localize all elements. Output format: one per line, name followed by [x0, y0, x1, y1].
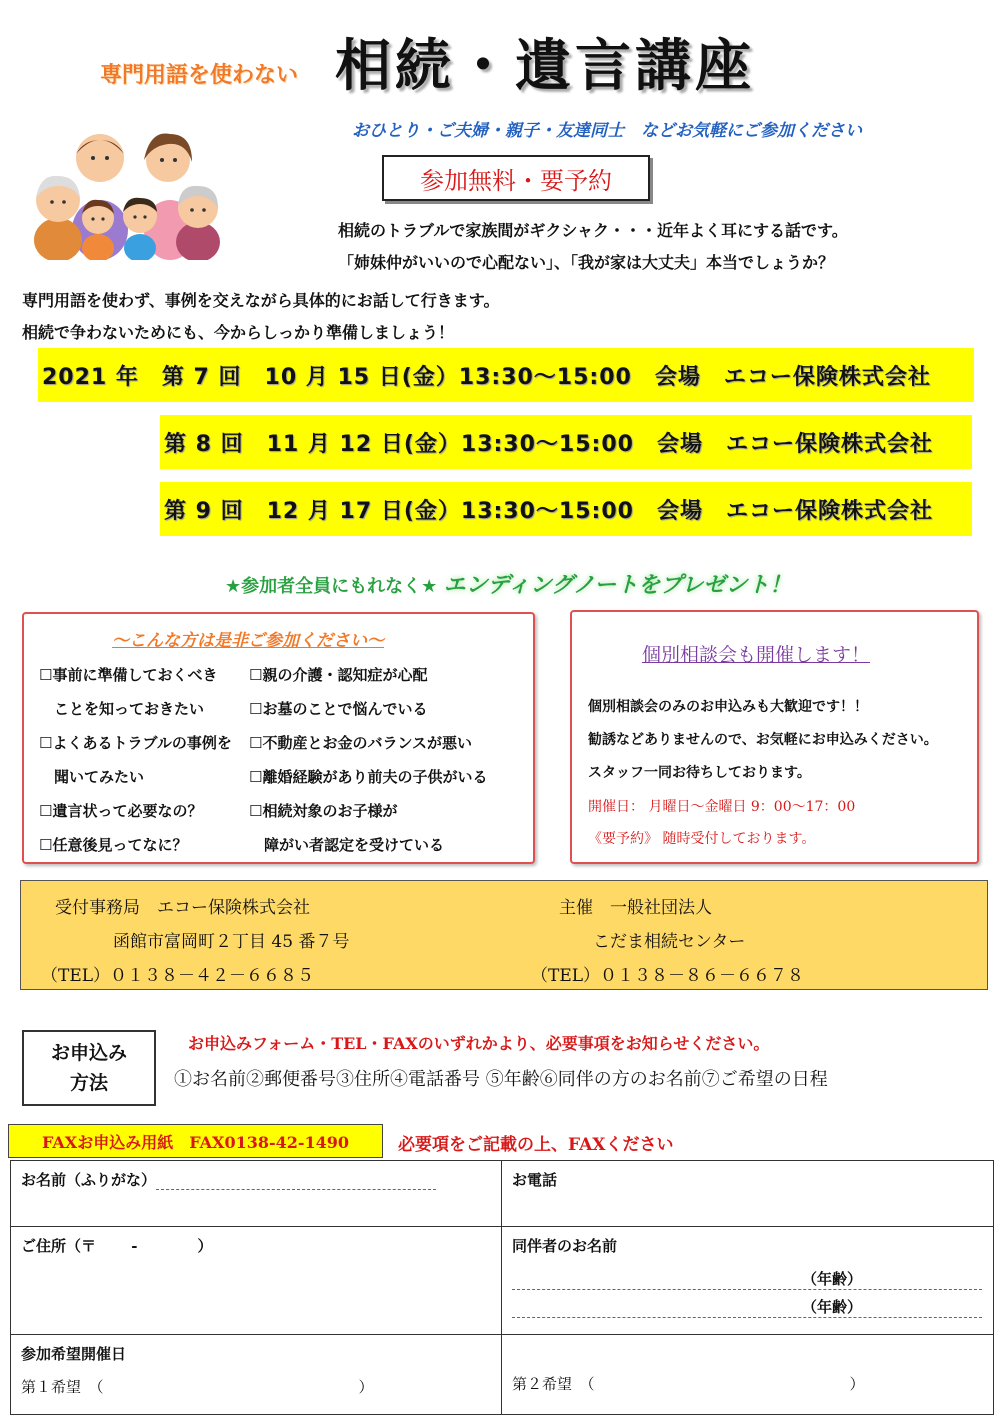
- companion-label: 同伴者のお名前: [512, 1237, 618, 1255]
- intro-line-4: 相続で争わないためにも、今からしっかり準備しましょう！: [22, 323, 455, 342]
- check-item: ことを知っておきたい: [39, 700, 205, 718]
- check-item: ☐事前に準備しておくべき: [39, 666, 218, 684]
- gift-banner: [225, 568, 791, 599]
- apply-required-items: ①お名前②郵便番号③住所④電話番号 ⑤年齢⑥同伴の方のお名前⑦ご希望の日程: [174, 1069, 828, 1090]
- intro-line-2: 「姉妹仲がいいので心配ない」、「我が家は大丈夫」本当でしょうか？: [338, 253, 835, 272]
- check-item: ☐相続対象のお子様が: [249, 802, 398, 820]
- gift-prefix: ★参加者全員にもれなく★: [225, 576, 438, 597]
- name-field[interactable]: [11, 1161, 502, 1227]
- gift-present: エンディングノートをプレゼント！: [443, 573, 792, 598]
- consult-title: 個別相談会も開催します！: [642, 644, 871, 666]
- target-list-title: ～こんな方は是非ご参加ください～: [112, 631, 384, 651]
- first-choice: 第１希望 （ ）: [21, 1378, 374, 1396]
- host-tel: （TEL）０１３８－８６－６６７８: [531, 966, 805, 986]
- fax-note: 必要項をご記載の上、FAXください: [398, 1135, 674, 1155]
- office-tel: （TEL）０１３８－４２－６６８５: [41, 966, 315, 986]
- schedule-text: 第 8 回 11 月 12 日(金）13:30～15:00 会場 エコー保険株式会社: [164, 431, 933, 457]
- consult-reserve: 《要予約》 随時受付しております。: [588, 831, 816, 847]
- consult-line: スタッフ一同お待ちしております。: [588, 765, 811, 781]
- family-illustration: [20, 120, 220, 260]
- target-list-box: [22, 612, 535, 864]
- phone-field[interactable]: [502, 1161, 994, 1227]
- title-prefix: 専門用語を使わない: [100, 63, 299, 88]
- name-blank: [156, 1171, 436, 1190]
- host-label: 主催 一般社団法人: [559, 898, 712, 918]
- schedule-text: 2021 年 第 7 回 10 月 15 日(金）13:30～15:00 会場 エコー保険株式会社: [42, 364, 931, 390]
- apply-method-label: [22, 1030, 156, 1106]
- age-label: （年齢）: [801, 1270, 862, 1288]
- apply-instruction: お申込みフォーム・TEL・FAXのいずれかより、必要事項をお知らせください。: [188, 1034, 770, 1053]
- consult-line: 勧誘などありませんので、お気軽にお申込みください。: [588, 732, 938, 748]
- intro-line-1: 相続のトラブルで家族間がギクシャク・・・近年よく耳にする話です。: [338, 221, 848, 240]
- second-choice-field[interactable]: [502, 1335, 994, 1415]
- office-address: 函館市富岡町２丁目 45 番７号: [113, 932, 350, 952]
- organizer-panel: [20, 880, 988, 990]
- check-item: 聞いてみたい: [39, 768, 145, 786]
- fax-form-table: [10, 1160, 994, 1415]
- date-label: 参加希望開催日: [21, 1345, 127, 1363]
- apply-label-line: お申込み: [50, 1042, 127, 1064]
- schedule-row: [38, 348, 974, 402]
- page-title: 相続・遺言講座: [335, 34, 755, 99]
- check-item: ☐よくあるトラブルの事例を: [39, 734, 232, 752]
- check-item: ☐離婚経験があり前夫の子供がいる: [249, 768, 488, 786]
- schedule-row: [160, 415, 972, 469]
- check-item: ☐親の介護・認知症が心配: [249, 666, 428, 684]
- intro-line-3: 専門用語を使わず、事例を交えながら具体的にお話して行きます。: [22, 291, 500, 310]
- first-choice-field[interactable]: [11, 1335, 502, 1415]
- address-field[interactable]: [11, 1227, 502, 1335]
- second-choice: 第２希望 （ ）: [512, 1375, 865, 1393]
- check-item: 障がい者認定を受けている: [249, 836, 445, 854]
- address-label: ご住所（〒 - ）: [21, 1237, 213, 1255]
- companion-field[interactable]: [502, 1227, 994, 1335]
- check-item: ☐不動産とお金のバランスが悪い: [249, 734, 472, 752]
- apply-label-line: 方法: [69, 1072, 108, 1094]
- check-item: ☐お墓のことで悩んでいる: [249, 700, 428, 718]
- check-item: ☐遺言状って必要なの？: [39, 802, 203, 820]
- free-reservation-badge: 参加無料・要予約: [382, 155, 650, 201]
- office-name: 受付事務局 エコー保険株式会社: [55, 898, 310, 918]
- consult-hours: 開催日： 月曜日～金曜日 9：00～17：00: [588, 799, 856, 815]
- consult-line: 個別相談会のみのお申込みも大歓迎です！！: [588, 699, 868, 715]
- schedule-row: [160, 482, 972, 536]
- consult-box: [570, 610, 979, 864]
- age-label: （年齢）: [801, 1298, 862, 1316]
- subtitle: おひとり・ご夫婦・親子・友達同士 などお気軽にご参加ください: [352, 121, 862, 141]
- name-label: お名前（ふりがな）: [21, 1171, 157, 1189]
- fax-form-tag: FAXお申込み用紙 FAX0138-42-1490: [8, 1124, 383, 1158]
- schedule-text: 第 9 回 12 月 17 日(金）13:30～15:00 会場 エコー保険株式会社: [164, 498, 933, 524]
- phone-label: お電話: [512, 1171, 558, 1189]
- host-name: こだま相続センター: [593, 932, 746, 952]
- check-item: ☐任意後見ってなに？: [39, 836, 188, 854]
